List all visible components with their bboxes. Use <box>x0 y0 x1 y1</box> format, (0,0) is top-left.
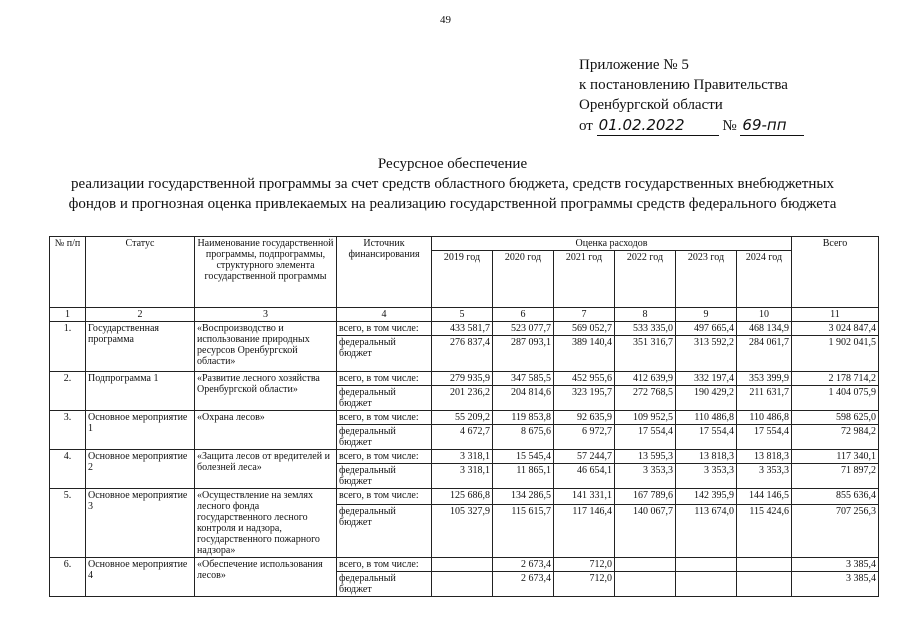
column-index: 9 <box>676 308 737 322</box>
value-cell: 1 902 041,5 <box>792 336 879 372</box>
value-cell: 712,0 <box>554 558 615 572</box>
row-status: Основное мероприятие 3 <box>86 489 195 558</box>
row-name: «Охрана лесов» <box>195 411 337 450</box>
value-cell: 497 665,4 <box>676 322 737 336</box>
value-cell: 119 853,8 <box>493 411 554 425</box>
value-cell: 55 209,2 <box>432 411 493 425</box>
title-line-3: фондов и прогнозная оценка привлекаемых на реализацию государственной программы средств федерального бюджета <box>68 196 837 212</box>
value-cell: 452 955,6 <box>554 372 615 386</box>
header-estimate: Оценка расходов <box>432 237 792 251</box>
header-status: Статус <box>86 237 195 308</box>
resource-table <box>49 236 879 597</box>
value-cell: 110 486,8 <box>676 411 737 425</box>
header-year: 2019 год <box>432 251 493 308</box>
table-row <box>50 489 879 505</box>
appendix-region: Оренбургской области <box>579 97 723 113</box>
value-cell <box>615 558 676 572</box>
appendix-date-line <box>579 115 804 136</box>
title-line-1: Ресурсное обеспечение <box>377 156 528 172</box>
column-index: 8 <box>615 308 676 322</box>
value-cell: 140 067,7 <box>615 504 676 557</box>
column-index: 5 <box>432 308 493 322</box>
value-cell: 712,0 <box>554 572 615 597</box>
value-cell: 569 052,7 <box>554 322 615 336</box>
row-number: 1. <box>50 322 86 372</box>
value-cell <box>676 572 737 597</box>
value-cell: 134 286,5 <box>493 489 554 505</box>
column-index: 6 <box>493 308 554 322</box>
value-cell: 3 024 847,4 <box>792 322 879 336</box>
appendix-resolution: к постановлению Правительства <box>579 77 788 93</box>
row-status: Подпрограмма 1 <box>86 372 195 411</box>
number-prefix: № <box>722 118 737 134</box>
row-source: федеральный бюджет <box>337 386 432 411</box>
row-source: федеральный бюджет <box>337 425 432 450</box>
row-number: 4. <box>50 450 86 489</box>
column-index: 7 <box>554 308 615 322</box>
row-source: всего, в том числе: <box>337 411 432 425</box>
value-cell: 433 581,7 <box>432 322 493 336</box>
appendix-title: Приложение № 5 <box>579 57 689 73</box>
row-status: Основное мероприятие 2 <box>86 450 195 489</box>
document-title <box>0 154 905 214</box>
value-cell: 855 636,4 <box>792 489 879 505</box>
page-number: 49 <box>440 14 451 26</box>
value-cell: 3 385,4 <box>792 558 879 572</box>
value-cell: 3 385,4 <box>792 572 879 597</box>
value-cell: 92 635,9 <box>554 411 615 425</box>
value-cell: 8 675,6 <box>493 425 554 450</box>
row-source: федеральный бюджет <box>337 572 432 597</box>
value-cell: 6 972,7 <box>554 425 615 450</box>
value-cell: 279 935,9 <box>432 372 493 386</box>
header-year: 2020 год <box>493 251 554 308</box>
value-cell: 46 654,1 <box>554 464 615 489</box>
value-cell: 1 404 075,9 <box>792 386 879 411</box>
value-cell: 105 327,9 <box>432 504 493 557</box>
row-name: «Осуществление на землях лесного фонда государственного лесного контроля и надзора, государственного пожарного надзора» <box>195 489 337 558</box>
value-cell: 272 768,5 <box>615 386 676 411</box>
value-cell: 115 424,6 <box>737 504 792 557</box>
header-year: 2023 год <box>676 251 737 308</box>
row-name: «Обеспечение использования лесов» <box>195 558 337 597</box>
value-cell: 204 814,6 <box>493 386 554 411</box>
header-name: Наименование государственной программы, подпрограммы, структурного элемента государственной программы <box>195 237 337 308</box>
value-cell: 13 818,3 <box>676 450 737 464</box>
column-index: 11 <box>792 308 879 322</box>
value-cell: 3 353,3 <box>737 464 792 489</box>
row-source: всего, в том числе: <box>337 372 432 386</box>
value-cell: 2 178 714,2 <box>792 372 879 386</box>
column-index: 2 <box>86 308 195 322</box>
table-row <box>50 558 879 572</box>
value-cell: 4 672,7 <box>432 425 493 450</box>
value-cell: 117 340,1 <box>792 450 879 464</box>
value-cell: 125 686,8 <box>432 489 493 505</box>
header-year: 2024 год <box>737 251 792 308</box>
table-row <box>50 372 879 386</box>
date-prefix: от <box>579 118 593 134</box>
value-cell: 389 140,4 <box>554 336 615 372</box>
row-name: «Развитие лесного хозяйства Оренбургской области» <box>195 372 337 411</box>
value-cell: 3 318,1 <box>432 450 493 464</box>
header-source: Источник финансирования <box>337 237 432 308</box>
row-source: федеральный бюджет <box>337 504 432 557</box>
value-cell <box>676 558 737 572</box>
value-cell: 313 592,2 <box>676 336 737 372</box>
value-cell: 117 146,4 <box>554 504 615 557</box>
value-cell: 468 134,9 <box>737 322 792 336</box>
value-cell <box>737 558 792 572</box>
row-number: 3. <box>50 411 86 450</box>
value-cell: 3 353,3 <box>615 464 676 489</box>
table-row <box>50 322 879 336</box>
row-source: всего, в том числе: <box>337 322 432 336</box>
header-total: Всего <box>792 237 879 308</box>
value-cell: 167 789,6 <box>615 489 676 505</box>
value-cell: 13 595,3 <box>615 450 676 464</box>
value-cell: 57 244,7 <box>554 450 615 464</box>
row-source: всего, в том числе: <box>337 450 432 464</box>
value-cell: 17 554,4 <box>676 425 737 450</box>
column-index: 1 <box>50 308 86 322</box>
header-num: № п/п <box>50 237 86 308</box>
header-year: 2022 год <box>615 251 676 308</box>
row-source: всего, в том числе: <box>337 489 432 505</box>
row-source: федеральный бюджет <box>337 464 432 489</box>
row-status: Государственная программа <box>86 322 195 372</box>
table-row <box>50 411 879 425</box>
value-cell: 201 236,2 <box>432 386 493 411</box>
value-cell: 323 195,7 <box>554 386 615 411</box>
value-cell: 13 818,3 <box>737 450 792 464</box>
row-source: федеральный бюджет <box>337 336 432 372</box>
title-line-2: реализации государственной программы за счет средств областного бюджета, средств государственных внебюджетных <box>71 176 834 192</box>
value-cell: 11 865,1 <box>493 464 554 489</box>
value-cell: 17 554,4 <box>615 425 676 450</box>
value-cell: 109 952,5 <box>615 411 676 425</box>
value-cell <box>737 572 792 597</box>
value-cell: 3 318,1 <box>432 464 493 489</box>
value-cell: 351 316,7 <box>615 336 676 372</box>
value-cell: 353 399,9 <box>737 372 792 386</box>
value-cell: 707 256,3 <box>792 504 879 557</box>
value-cell: 71 897,2 <box>792 464 879 489</box>
column-index: 3 <box>195 308 337 322</box>
value-cell: 15 545,4 <box>493 450 554 464</box>
value-cell: 144 146,5 <box>737 489 792 505</box>
table-row <box>50 450 879 464</box>
value-cell: 347 585,5 <box>493 372 554 386</box>
value-cell: 412 639,9 <box>615 372 676 386</box>
value-cell: 190 429,2 <box>676 386 737 411</box>
value-cell: 115 615,7 <box>493 504 554 557</box>
value-cell <box>432 558 493 572</box>
handwritten-date: 01.02.2022 <box>597 115 719 136</box>
value-cell: 284 061,7 <box>737 336 792 372</box>
row-number: 2. <box>50 372 86 411</box>
row-source: всего, в том числе: <box>337 558 432 572</box>
value-cell: 2 673,4 <box>493 572 554 597</box>
value-cell: 276 837,4 <box>432 336 493 372</box>
value-cell: 141 331,1 <box>554 489 615 505</box>
value-cell: 287 093,1 <box>493 336 554 372</box>
value-cell: 113 674,0 <box>676 504 737 557</box>
value-cell <box>432 572 493 597</box>
column-index: 10 <box>737 308 792 322</box>
handwritten-number: 69-пп <box>740 115 804 136</box>
header-year: 2021 год <box>554 251 615 308</box>
row-number: 6. <box>50 558 86 597</box>
value-cell: 533 335,0 <box>615 322 676 336</box>
value-cell <box>615 572 676 597</box>
value-cell: 72 984,2 <box>792 425 879 450</box>
value-cell: 3 353,3 <box>676 464 737 489</box>
row-name: «Воспроизводство и использование природных ресурсов Оренбургской области» <box>195 322 337 372</box>
row-status: Основное мероприятие 4 <box>86 558 195 597</box>
row-name: «Защита лесов от вредителей и болезней леса» <box>195 450 337 489</box>
value-cell: 2 673,4 <box>493 558 554 572</box>
row-status: Основное мероприятие 1 <box>86 411 195 450</box>
value-cell: 110 486,8 <box>737 411 792 425</box>
value-cell: 17 554,4 <box>737 425 792 450</box>
column-index: 4 <box>337 308 432 322</box>
value-cell: 598 625,0 <box>792 411 879 425</box>
value-cell: 142 395,9 <box>676 489 737 505</box>
value-cell: 523 077,7 <box>493 322 554 336</box>
value-cell: 211 631,7 <box>737 386 792 411</box>
appendix-block <box>579 55 804 136</box>
row-number: 5. <box>50 489 86 558</box>
value-cell: 332 197,4 <box>676 372 737 386</box>
